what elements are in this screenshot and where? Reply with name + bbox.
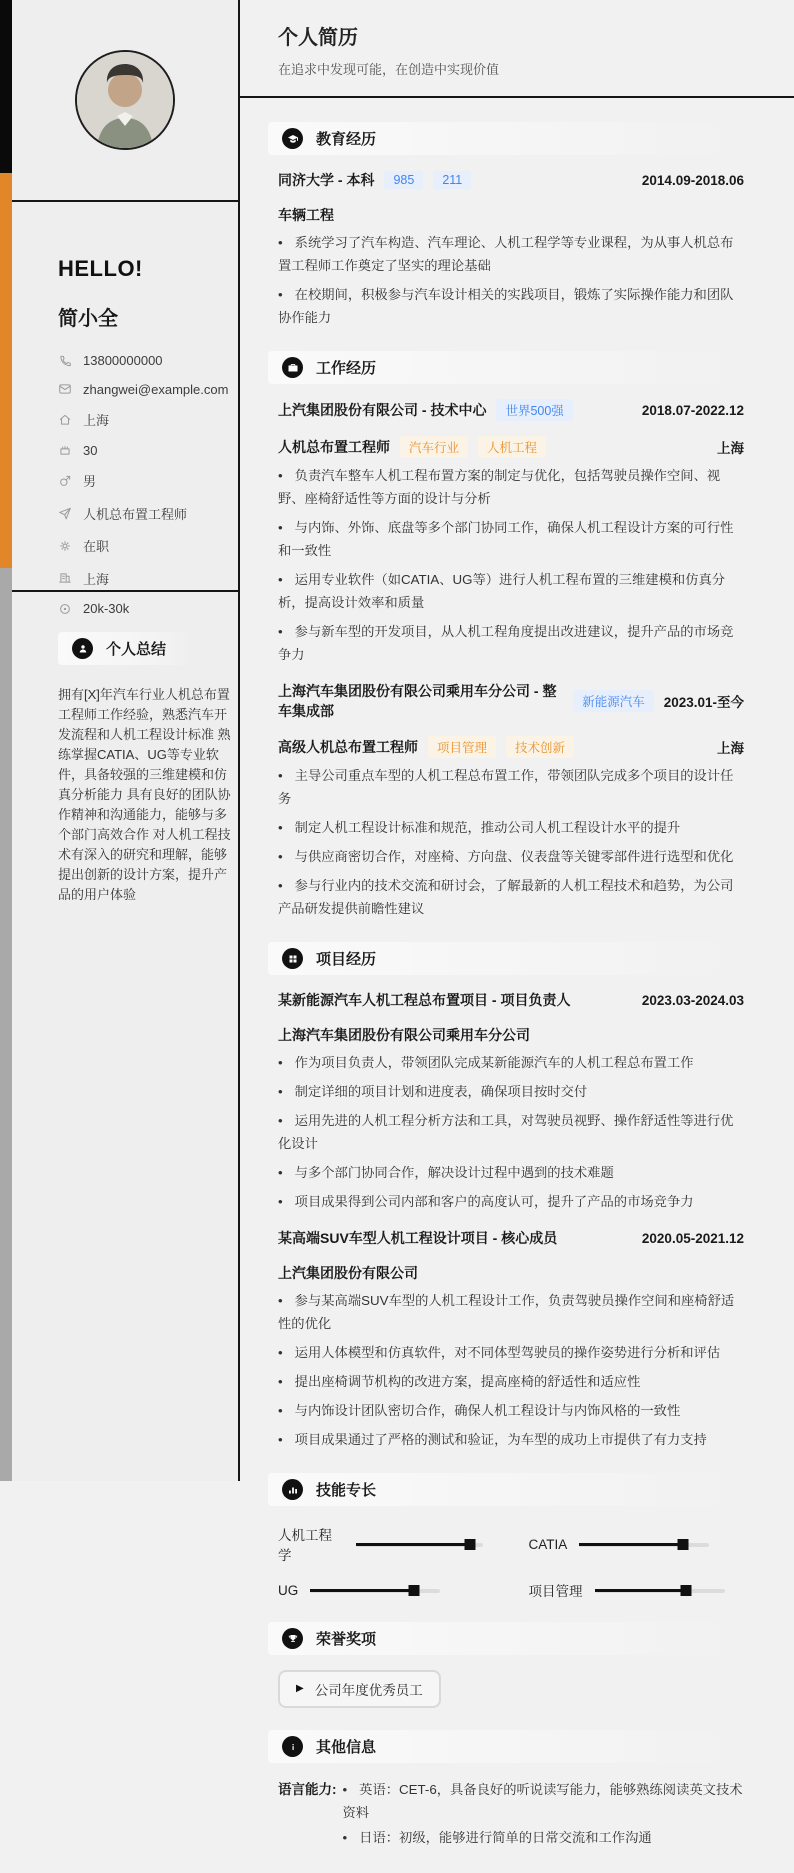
bullet-item: • 系统学习了汽车构造、汽车理论、人机工程学等专业课程，为从事人机总布置工程师工作奠定了坚实的理论基础	[278, 231, 744, 277]
contact-value-age: 30	[83, 442, 98, 458]
work-position-row	[278, 736, 744, 758]
page-subtitle: 在追求中发现可能，在创造中实现价值	[278, 62, 500, 77]
contact-row-phone	[58, 353, 238, 368]
mail-icon	[58, 382, 72, 396]
slider-handle[interactable]	[680, 1585, 691, 1596]
bullet-item: • 参与行业内的技术交流和研讨会，了解最新的人机工程技术和趋势，为公司产品研发提供前瞻性建议	[278, 874, 744, 920]
slider-fill	[579, 1543, 683, 1546]
summary-section	[12, 592, 238, 1481]
skills-header	[268, 1473, 733, 1506]
projects-header	[268, 942, 733, 975]
accent-segment-gray	[0, 568, 12, 1481]
bullet-item: • 作为项目负责人，带领团队完成某新能源汽车的人机工程总布置工作	[278, 1051, 744, 1074]
company-name: 上汽集团股份有限公司 - 技术中心	[278, 402, 487, 418]
photo-section	[12, 0, 238, 202]
skill-name: 项目管理	[528, 1584, 583, 1599]
info-icon	[282, 1736, 303, 1757]
summary-text: 拥有[X]年汽车行业人机总布置工程师工作经验，熟悉汽车开发流程和人机工程设计标准 熟练掌握CATIA、UG等专业软件，具备较强的三维建模和仿真分析能力 具有良好的团队协作精神和沟通能力，能够与多个部门高效合作 对人机工程技术有深入的研究和理解，能够提出创新的设计方案，提升产品的用户体验	[58, 687, 231, 902]
bullet-item: • 在校期间，积极参与汽车设计相关的实践项目，锻炼了实际操作能力和团队协作能力	[278, 283, 744, 329]
skill-item	[529, 1524, 734, 1564]
slider-handle[interactable]	[409, 1585, 420, 1596]
bullet-item: • 运用先进的人机工程分析方法和工具，对驾驶员视野、操作舒适性等进行优化设计	[278, 1109, 744, 1155]
bullet-item: • 负责汽车整车人机工程布置方案的制定与优化，包括驾驶员操作空间、视野、座椅舒适性等方面的设计与分析	[278, 464, 744, 510]
contact-value-status: 在职	[83, 539, 110, 554]
profile-section	[12, 202, 238, 616]
project-bullets	[278, 1289, 744, 1451]
school-name: 同济大学 - 本科	[278, 172, 375, 188]
hello-text: HELLO!	[58, 256, 143, 281]
bullet-item: • 项目成果通过了严格的测试和验证，为车型的成功上市提供了有力支持	[278, 1428, 744, 1451]
contact-row-job	[58, 504, 238, 523]
bullet-item: • 英语：CET-6，具备良好的听说读写能力，能够熟练阅读英文技术资料	[343, 1778, 745, 1824]
position-name: 高级人机总布置工程师	[278, 739, 418, 755]
skill-item	[278, 1524, 483, 1564]
contact-value-salary: 20k-30k	[83, 601, 130, 616]
building-icon	[58, 571, 72, 585]
language-label: 语言能力:	[278, 1782, 337, 1797]
project-org-row	[278, 1263, 744, 1283]
education-date: 2014.09-2018.06	[641, 172, 744, 188]
school-tag: 211	[433, 171, 471, 189]
bullet-item: • 制定人机工程设计标准和规范，推动公司人机工程设计水平的提升	[278, 816, 744, 839]
work-entry	[278, 399, 744, 666]
skill-item	[529, 1580, 734, 1600]
trophy-icon	[282, 1628, 303, 1649]
work-date: 2018.07-2022.12	[641, 402, 744, 418]
education-title: 教育经历	[316, 131, 377, 148]
projects-title: 项目经历	[316, 951, 377, 968]
major-name: 车辆工程	[278, 207, 334, 223]
briefcase-icon	[282, 357, 303, 378]
summary-title: 个人总结	[106, 641, 167, 658]
slider-fill	[356, 1543, 470, 1546]
page-title: 个人简历	[278, 27, 358, 49]
work-title: 工作经历	[316, 360, 377, 377]
honors-header	[268, 1622, 733, 1655]
contact-value-gender: 男	[83, 474, 97, 489]
project-date: 2020.05-2021.12	[641, 1230, 744, 1246]
work-entry-header	[278, 399, 744, 421]
skill-name: UG	[278, 1582, 299, 1598]
contact-row-status	[58, 536, 238, 555]
summary-header	[58, 632, 192, 665]
contact-row-email	[58, 382, 238, 397]
slider-handle[interactable]	[464, 1539, 475, 1550]
bullet-item: • 与内饰设计团队密切合作，确保人机工程设计与内饰风格的一致性	[278, 1399, 744, 1422]
bullet-item: • 提出座椅调节机构的改进方案，提高座椅的舒适性和适应性	[278, 1370, 744, 1393]
language-row	[278, 1778, 744, 1851]
accent-segment-orange	[0, 173, 12, 568]
bullet-item: • 参与某高端SUV车型的人机工程设计工作，负责驾驶员操作空间和座椅舒适性的优化	[278, 1289, 744, 1335]
honor-badge-button[interactable]	[278, 1670, 441, 1708]
position-tag: 人机工程	[478, 436, 546, 458]
skill-item	[278, 1580, 483, 1600]
graduation-cap-icon	[282, 128, 303, 149]
skill-level-slider[interactable]	[310, 1584, 440, 1596]
section-projects	[278, 942, 744, 1451]
project-entry	[278, 990, 744, 1213]
education-header	[268, 122, 733, 155]
work-bullets	[278, 464, 744, 666]
contact-value-job: 人机总布置工程师	[83, 506, 188, 522]
contact-value-email: zhangwei@example.com	[83, 381, 229, 397]
section-work	[278, 351, 744, 920]
project-entry-header	[278, 990, 744, 1010]
position-tag: 技术创新	[506, 736, 574, 758]
project-name: 某高端SUV车型人机工程设计项目 - 核心成员	[278, 1230, 558, 1246]
contact-row-gender	[58, 471, 238, 490]
skills-title: 技能专长	[316, 1482, 377, 1499]
project-entry	[278, 1228, 744, 1451]
person-icon	[72, 638, 93, 659]
bullet-item: • 与多个部门协同合作，解决设计过程中遇到的技术难题	[278, 1161, 744, 1184]
gender-icon	[58, 474, 72, 488]
skill-level-slider[interactable]	[356, 1538, 483, 1550]
bar-chart-icon	[282, 1479, 303, 1500]
work-bullets	[278, 764, 744, 920]
project-org: 上汽集团股份有限公司	[278, 1265, 418, 1281]
education-major-row	[278, 205, 744, 225]
company-tag: 新能源汽车	[573, 690, 654, 712]
candidate-name: 简小全	[58, 308, 118, 330]
work-location: 上海	[717, 741, 744, 756]
skill-name: 人机工程学	[278, 1528, 332, 1563]
home-icon	[58, 413, 72, 427]
bullet-item: • 与供应商密切合作，对座椅、方向盘、仪表盘等关键零部件进行选型和优化	[278, 845, 744, 868]
position-tag: 汽车行业	[400, 436, 468, 458]
contact-list	[58, 353, 238, 616]
education-entry-header	[278, 170, 744, 190]
bullet-item: • 运用专业软件（如CATIA、UG等）进行人机工程布置的三维建模和仿真分析，提高设计效率和质量	[278, 568, 744, 614]
contact-row-city	[58, 569, 238, 588]
project-org: 上海汽车集团股份有限公司乘用车分公司	[278, 1027, 530, 1043]
bullet-item: • 日语：初级，能够进行简单的日常交流和工作沟通	[343, 1826, 745, 1849]
section-other	[278, 1730, 744, 1851]
avatar-photo-placeholder	[77, 52, 173, 148]
honors-title: 荣誉奖项	[316, 1631, 377, 1648]
slider-handle[interactable]	[678, 1539, 689, 1550]
avatar	[75, 50, 175, 150]
work-entry-header	[278, 681, 744, 721]
project-date: 2023.03-2024.03	[641, 992, 744, 1008]
main-content	[240, 0, 794, 1845]
project-name: 某新能源汽车人机工程总布置项目 - 项目负责人	[278, 992, 571, 1008]
work-location: 上海	[717, 441, 744, 456]
slider-fill	[595, 1589, 686, 1592]
language-bullets	[343, 1778, 745, 1851]
gear-icon	[58, 539, 72, 553]
company-tag: 世界500强	[496, 399, 572, 421]
position-tag: 项目管理	[428, 736, 496, 758]
contact-row-age	[58, 443, 238, 458]
skills-grid	[278, 1524, 733, 1600]
bullet-item: • 主导公司重点车型的人机工程总布置工作，带领团队完成多个项目的设计任务	[278, 764, 744, 810]
section-skills	[278, 1473, 744, 1600]
phone-icon	[58, 354, 72, 368]
bullet-item: • 制定详细的项目计划和进度表，确保项目按时交付	[278, 1080, 744, 1103]
resume-header	[240, 0, 794, 98]
contact-value-phone: 13800000000	[83, 353, 163, 368]
company-name: 上海汽车集团股份有限公司乘用车分公司 - 整车集成部	[278, 683, 557, 719]
paper-plane-icon	[58, 506, 72, 520]
bullet-item: • 参与新车型的开发项目，从人机工程角度提出改进建议，提升产品的市场竞争力	[278, 620, 744, 666]
education-bullets	[278, 231, 744, 329]
work-entry	[278, 681, 744, 920]
project-entry-header	[278, 1228, 744, 1248]
other-title: 其他信息	[316, 1739, 377, 1756]
sidebar	[12, 0, 240, 1481]
project-bullets	[278, 1051, 744, 1213]
other-header	[268, 1730, 733, 1763]
accent-segment-black	[0, 0, 12, 173]
skill-level-slider[interactable]	[595, 1584, 725, 1596]
bullet-item: • 运用人体模型和仿真软件，对不同体型驾驶员的操作姿势进行分析和评估	[278, 1341, 744, 1364]
work-date: 2023.01-至今	[663, 695, 744, 710]
honor-label: 公司年度优秀员工	[314, 1683, 423, 1698]
accent-bar	[0, 0, 12, 1481]
school-tag: 985	[384, 171, 423, 189]
section-honors	[278, 1622, 744, 1708]
contact-value-location: 上海	[83, 413, 110, 428]
project-org-row	[278, 1025, 744, 1045]
grid-icon	[282, 948, 303, 969]
slider-fill	[310, 1589, 414, 1592]
skill-level-slider[interactable]	[579, 1538, 709, 1550]
age-icon	[58, 443, 72, 457]
contact-row-location	[58, 410, 238, 429]
work-header	[268, 351, 733, 384]
work-position-row	[278, 436, 744, 458]
contact-value-city: 上海	[83, 571, 110, 587]
bullet-item: • 与内饰、外饰、底盘等多个部门协同工作，确保人机工程设计方案的可行性和一致性	[278, 516, 744, 562]
play-triangle-icon: ▶	[296, 1683, 304, 1694]
section-education	[278, 122, 744, 329]
position-name: 人机总布置工程师	[278, 439, 390, 455]
skill-name: CATIA	[528, 1536, 568, 1552]
bullet-item: • 项目成果得到公司内部和客户的高度认可，提升了产品的市场竞争力	[278, 1190, 744, 1213]
